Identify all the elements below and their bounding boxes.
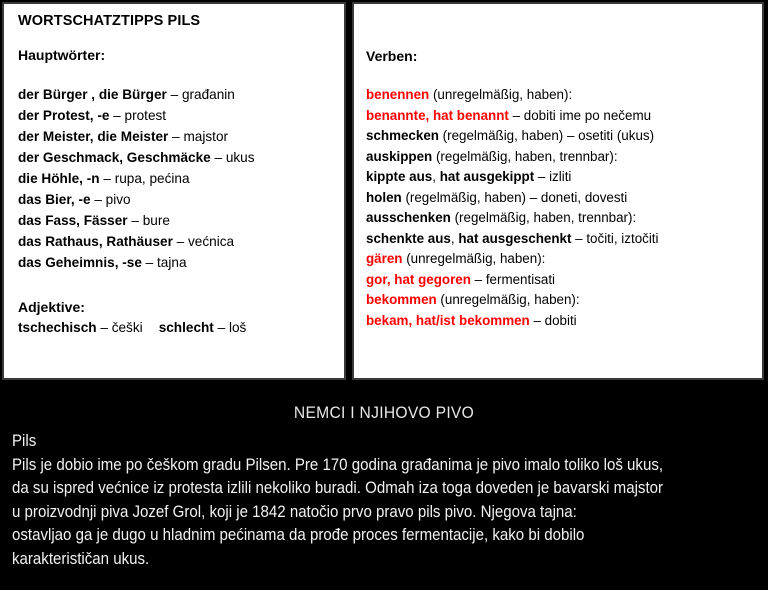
reading-body	[0, 424, 768, 571]
noun-term: das Rathaus, Rathäuser	[18, 234, 177, 249]
noun-dash: –	[127, 213, 143, 228]
verb-lemma: bekommen	[366, 292, 437, 307]
adjectives-row	[18, 317, 344, 338]
verb-entry	[366, 249, 762, 270]
adjective-dash: –	[96, 320, 112, 335]
reading-paragraph	[12, 454, 754, 572]
verb-lemma: kippte aus	[366, 169, 433, 184]
verb-entry	[366, 167, 762, 188]
reading-section	[0, 386, 768, 590]
verbs-heading: Verben:	[366, 48, 418, 64]
verb-entry	[366, 311, 762, 332]
noun-dash: –	[210, 150, 226, 165]
noun-entry	[18, 126, 344, 147]
verb-entry	[366, 270, 762, 291]
verb-gloss: dobiti ime po nečemu	[523, 107, 652, 123]
noun-entry	[18, 168, 344, 189]
verb-info: (unregelmäßig, haben):	[402, 251, 546, 266]
noun-term: der Bürger , die Bürger	[18, 87, 167, 102]
verb-info: ,	[425, 107, 433, 123]
adjective-gloss: češki	[111, 320, 143, 335]
verb-lemma: gären	[366, 251, 403, 266]
reading-line: Pils je dobio ime po češkom gradu Pilsen. Pre 170 godina građanima je pivo imalo toliko loš ukus,	[12, 455, 664, 474]
noun-gloss: rupa, pećina	[114, 171, 190, 186]
noun-term: der Geschmack, Geschmäcke	[18, 150, 211, 165]
verb-info: ,	[408, 312, 416, 328]
verb-dash: –	[571, 230, 587, 246]
verb-info: ,	[450, 230, 459, 246]
verb-lemma-secondary: hat benannt	[432, 107, 509, 123]
verb-info: ,	[386, 271, 395, 287]
verb-lemma: benennen	[366, 87, 430, 102]
verb-entry	[366, 208, 762, 229]
verb-entry	[366, 147, 762, 168]
verb-info: (unregelmäßig, haben):	[429, 87, 573, 102]
verb-lemma: auskippen	[366, 148, 433, 164]
verb-info: (regelmäßig, haben, trennbar):	[432, 148, 618, 164]
noun-gloss: pivo	[105, 192, 131, 207]
verb-dash: –	[470, 271, 486, 287]
verb-entry	[366, 106, 762, 127]
verb-entry	[366, 188, 762, 209]
verb-info: (regelmäßig, haben, trennbar):	[450, 210, 637, 225]
noun-entry	[18, 210, 344, 231]
noun-dash: –	[141, 255, 158, 270]
verb-dash: –	[529, 312, 545, 328]
verb-lemma: gor	[366, 271, 387, 287]
verb-lemma-secondary: hat ausgekippt	[439, 169, 535, 184]
noun-gloss: ukus	[225, 150, 255, 165]
spacer	[18, 31, 344, 45]
noun-term: die Höhle, -n	[18, 171, 100, 186]
verb-lemma: benannte	[366, 107, 426, 123]
noun-dash: –	[99, 171, 115, 186]
noun-dash: –	[90, 192, 106, 207]
noun-gloss: bure	[142, 213, 170, 228]
nouns-list	[18, 84, 344, 273]
noun-entry	[18, 84, 344, 105]
noun-entry	[18, 252, 344, 273]
noun-term: das Fass, Fässer	[18, 213, 128, 228]
reading-line: u proizvodnji piva Jozef Grol, koji je 1842 natočio prvo pravo pils pivo. Njegova tajna:	[12, 502, 577, 521]
noun-term: das Bier, -e	[18, 192, 91, 207]
noun-entry	[18, 105, 344, 126]
reading-line: da su ispred većnice iz protesta izlili nekoliko buradi. Odmah iza toga doveden je bavarski majstor	[12, 479, 664, 497]
spacer	[366, 10, 762, 46]
noun-gloss: protest	[124, 108, 167, 123]
verb-gloss: fermentisati	[485, 271, 556, 287]
adjectives-list	[18, 317, 344, 338]
verb-entry	[366, 229, 762, 250]
verb-entry	[366, 290, 762, 311]
verb-gloss: točiti, iztočiti	[586, 230, 659, 246]
noun-term: der Meister, die Meister	[18, 129, 169, 144]
verb-dash: –	[534, 169, 550, 184]
adjective-term: schlecht	[158, 320, 214, 335]
verb-lemma: bekam	[366, 312, 409, 328]
verbs-panel	[352, 2, 764, 380]
noun-dash: –	[168, 129, 184, 144]
reading-subtitle: Pils	[12, 432, 37, 450]
noun-entry	[18, 231, 344, 252]
noun-term: das Geheimnis, -se	[18, 255, 142, 270]
verbs-list	[366, 85, 762, 331]
adjective-term: tschechisch	[18, 320, 97, 335]
page-title: WORTSCHATZTIPPS PILS	[18, 13, 201, 29]
noun-gloss: tajna	[157, 255, 187, 270]
nouns-panel	[2, 2, 346, 380]
nouns-heading: Hauptwörter:	[18, 47, 106, 63]
noun-gloss: većnica	[188, 234, 235, 249]
verb-lemma: ausschenken	[366, 210, 451, 225]
noun-entry	[18, 189, 344, 210]
adjectives-heading: Adjektive:	[18, 299, 85, 315]
verb-lemma: schmecken	[366, 128, 439, 143]
verb-info: ,	[432, 169, 440, 184]
noun-gloss: majstor	[183, 129, 229, 144]
verb-lemma: schenkte aus	[366, 230, 451, 246]
verb-gloss: izliti	[549, 169, 572, 184]
noun-entry	[18, 147, 344, 168]
verb-info: (regelmäßig, haben) – osetiti (ukus)	[438, 128, 655, 143]
noun-gloss: građanin	[181, 87, 235, 102]
adjective-dash: –	[213, 320, 229, 335]
verb-lemma-secondary: hat/ist bekommen	[415, 312, 530, 328]
verb-lemma-secondary: hat gegoren	[394, 271, 471, 287]
verb-entry	[366, 126, 762, 147]
noun-dash: –	[109, 108, 125, 123]
spacer	[18, 65, 344, 84]
reading-line: ostavljao ga je dugo u hladnim pećinama da prođe proces fermentacije, kako bi dobilo	[12, 526, 585, 544]
adjective-gloss: loš	[228, 320, 247, 335]
verb-dash: –	[508, 107, 524, 123]
verb-lemma-secondary: hat ausgeschenkt	[458, 230, 572, 246]
noun-term: der Protest, -e	[18, 108, 110, 123]
verb-info: (regelmäßig, haben) – doneti, dovesti	[401, 189, 628, 205]
verb-info: (unregelmäßig, haben):	[436, 292, 580, 307]
noun-dash: –	[176, 234, 188, 249]
spacer	[366, 66, 762, 85]
reading-title: NEMCI I NJIHOVO PIVO	[293, 403, 475, 422]
verb-lemma: holen	[366, 189, 402, 205]
verb-entry	[366, 85, 762, 106]
spacer	[18, 273, 344, 297]
reading-line: karakterističan ukus.	[12, 549, 150, 568]
noun-dash: –	[166, 87, 182, 102]
verb-gloss: dobiti	[544, 312, 577, 328]
